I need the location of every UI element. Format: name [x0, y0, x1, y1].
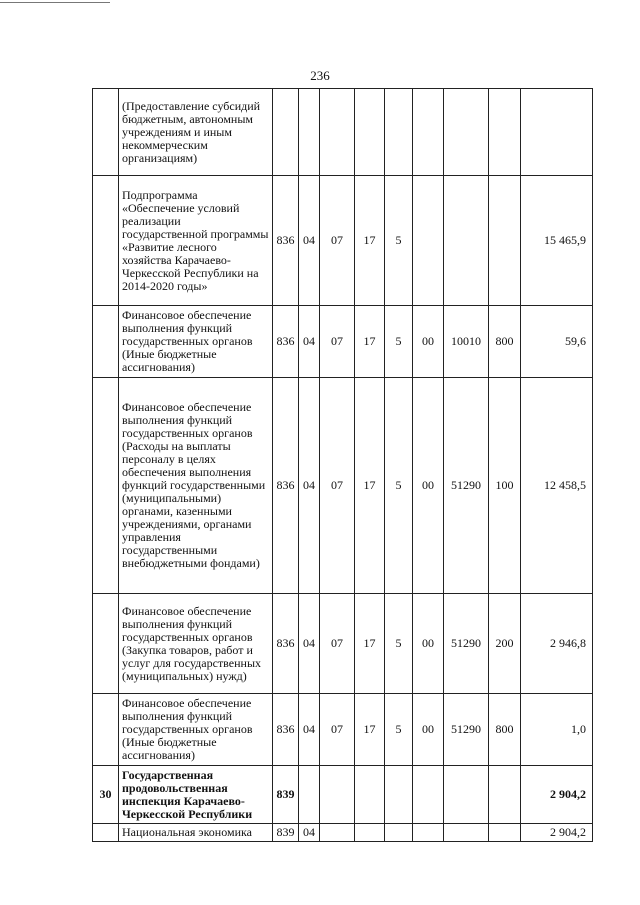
table-row [93, 766, 593, 824]
cell-code-b: 10010 [444, 306, 489, 378]
cell-code-a [413, 824, 444, 842]
cell-name: Подпрограмма «Обеспечение условий реализации государственной программы «Развитие лесного хозяйства Карачаево-Черкесской Республики на 2014-2020 годы» [119, 176, 273, 306]
cell-subprogram [385, 824, 413, 842]
cell-code-a: 00 [413, 378, 444, 594]
cell-expense-type: 200 [489, 594, 521, 694]
cell-ministry: 839 [273, 766, 299, 824]
cell-program: 17 [355, 176, 385, 306]
cell-amount: 1,0 [521, 694, 593, 766]
cell-amount: 2 904,2 [521, 766, 593, 824]
cell-num [93, 694, 119, 766]
cell-program: 17 [355, 594, 385, 694]
cell-subprogram [385, 766, 413, 824]
cell-num [93, 306, 119, 378]
cell-section: 04 [299, 306, 320, 378]
cell-expense-type [489, 89, 521, 176]
cell-code-b [444, 766, 489, 824]
cell-num [93, 824, 119, 842]
cell-section: 04 [299, 694, 320, 766]
cell-code-b: 51290 [444, 594, 489, 694]
cell-name: Финансовое обеспечение выполнения функций государственных органов (Закупка товаров, работ и услуг для государственных (муниципальных) нужд) [119, 594, 273, 694]
cell-section [299, 766, 320, 824]
cell-subsection: 07 [320, 378, 355, 594]
cell-ministry: 836 [273, 306, 299, 378]
cell-section: 04 [299, 824, 320, 842]
cell-subprogram: 5 [385, 594, 413, 694]
cell-subprogram: 5 [385, 176, 413, 306]
table-row [93, 89, 593, 176]
cell-amount: 59,6 [521, 306, 593, 378]
cell-subsection [320, 824, 355, 842]
cell-num [93, 89, 119, 176]
cell-subsection: 07 [320, 176, 355, 306]
cell-program [355, 824, 385, 842]
cell-ministry: 836 [273, 176, 299, 306]
cell-ministry: 839 [273, 824, 299, 842]
cell-name: Национальная экономика [119, 824, 273, 842]
cell-subsection [320, 89, 355, 176]
table-row [93, 378, 593, 594]
cell-program [355, 89, 385, 176]
cell-expense-type: 800 [489, 694, 521, 766]
cell-code-a: 00 [413, 594, 444, 694]
page-number: 236 [310, 68, 330, 83]
cell-expense-type [489, 824, 521, 842]
cell-section: 04 [299, 176, 320, 306]
cell-subprogram: 5 [385, 694, 413, 766]
cell-subsection: 07 [320, 694, 355, 766]
cell-expense-type [489, 176, 521, 306]
cell-ministry [273, 89, 299, 176]
cell-name: Финансовое обеспечение выполнения функций государственных органов (Иные бюджетные ассигнования) [119, 306, 273, 378]
cell-code-b [444, 824, 489, 842]
table-row [93, 176, 593, 306]
cell-name: Финансовое обеспечение выполнения функций государственных органов (Расходы на выплаты персоналу в целях обеспечения выполнения функций государственными (муниципальными) органами, казенными учреждениями, органами управления государственными внебюджетными фондами) [119, 378, 273, 594]
cell-subsection: 07 [320, 306, 355, 378]
cell-subsection: 07 [320, 594, 355, 694]
cell-amount: 12 458,5 [521, 378, 593, 594]
cell-code-a [413, 89, 444, 176]
cell-amount: 2 946,8 [521, 594, 593, 694]
cell-num [93, 594, 119, 694]
table-row [93, 824, 593, 842]
cell-code-a: 00 [413, 306, 444, 378]
cell-section [299, 89, 320, 176]
cell-expense-type: 800 [489, 306, 521, 378]
cell-name: (Предоставление субсидий бюджетным, автономным учреждениям и иным некоммерческим организациям) [119, 89, 273, 176]
cell-code-b: 51290 [444, 694, 489, 766]
cell-program: 17 [355, 694, 385, 766]
table-row [93, 694, 593, 766]
cell-section: 04 [299, 594, 320, 694]
cell-program: 17 [355, 378, 385, 594]
cell-program: 17 [355, 306, 385, 378]
cell-code-b [444, 89, 489, 176]
cell-code-a [413, 766, 444, 824]
cell-ministry: 836 [273, 694, 299, 766]
cell-ministry: 836 [273, 378, 299, 594]
cell-code-a: 00 [413, 694, 444, 766]
cell-expense-type [489, 766, 521, 824]
table-row [93, 594, 593, 694]
cell-num: 30 [93, 766, 119, 824]
scan-artifact-line [0, 2, 110, 3]
cell-num [93, 378, 119, 594]
cell-subsection [320, 766, 355, 824]
cell-amount: 2 904,2 [521, 824, 593, 842]
cell-program [355, 766, 385, 824]
cell-expense-type: 100 [489, 378, 521, 594]
cell-code-a [413, 176, 444, 306]
budget-table [92, 88, 593, 842]
table-row [93, 306, 593, 378]
cell-code-b [444, 176, 489, 306]
cell-code-b: 51290 [444, 378, 489, 594]
cell-subprogram: 5 [385, 306, 413, 378]
cell-ministry: 836 [273, 594, 299, 694]
cell-num [93, 176, 119, 306]
cell-name: Государственная продовольственная инспекция Карачаево-Черкесской Республики [119, 766, 273, 824]
cell-amount [521, 89, 593, 176]
cell-name: Финансовое обеспечение выполнения функций государственных органов (Иные бюджетные ассигнования) [119, 694, 273, 766]
cell-subprogram [385, 89, 413, 176]
cell-subprogram: 5 [385, 378, 413, 594]
cell-section: 04 [299, 378, 320, 594]
cell-amount: 15 465,9 [521, 176, 593, 306]
